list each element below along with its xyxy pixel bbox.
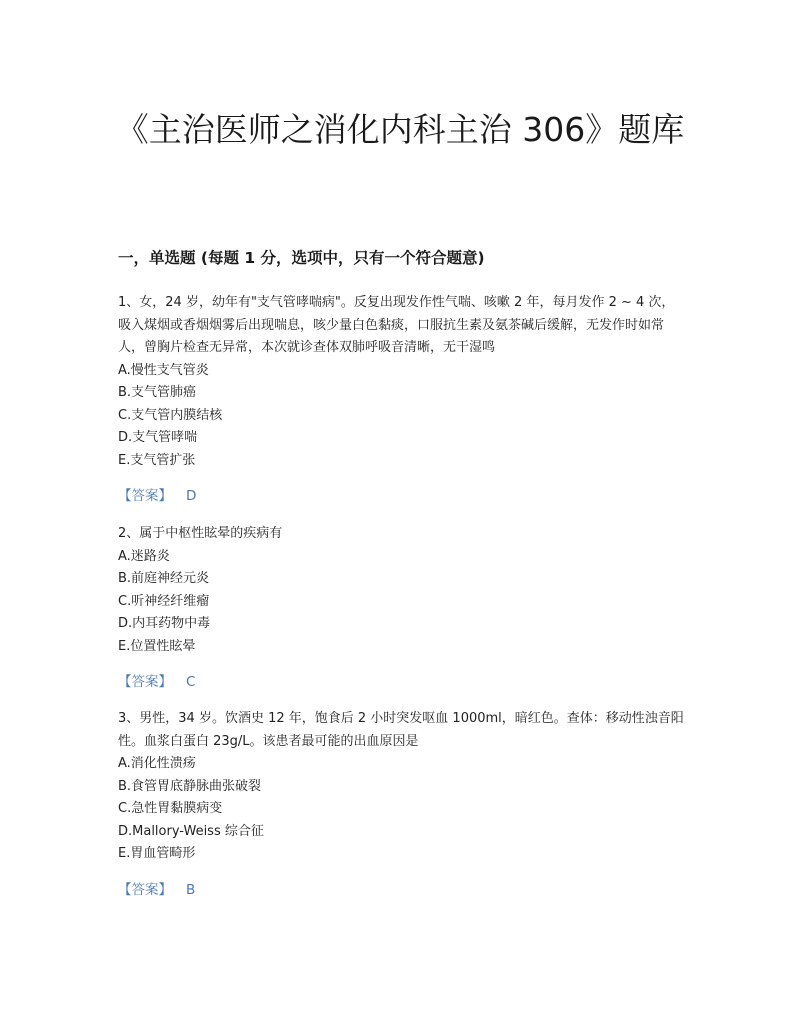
option-e: E.胃血管畸形 (118, 846, 196, 861)
answer-value: D (186, 488, 197, 504)
option-d: D.支气管哮喘 (118, 430, 198, 445)
option-b: B.前庭神经元炎 (118, 571, 210, 586)
answer-label: 【答案】 (118, 881, 172, 898)
section-heading: 一，单选题 (每题 1 分，选项中，只有一个符合题意) (118, 249, 485, 267)
option-e: E.支气管扩张 (118, 452, 196, 468)
question-stem: 1、女，24 岁，幼年有"支气管哮喘病"。反复出现发作性气喘、咳嗽 2 年，每月发作 2 ~ 4 次，吸入煤烟或香烟烟雾后出现喘息，咳少量白色黏痰，口服抗生素及氨茶碱后缓解，无发作时如常人，曾胸片检查无异常，本次就诊查体双肺呼吸音清晰，无干湿鸣 (118, 295, 675, 355)
document-title: 《主治医师之消化内科主治 306》题库 (115, 110, 685, 149)
answer-label: 【答案】 (118, 674, 172, 690)
answer-label: 【答案】 (118, 488, 172, 504)
option-d: D.内耳药物中毒 (118, 616, 211, 631)
option-d: D.Mallory-Weiss 综合征 (118, 823, 264, 839)
option-e: E.位置性眩晕 (118, 638, 196, 654)
option-a: A.慢性支气管炎 (118, 362, 209, 378)
question-3 (118, 708, 684, 901)
option-c: C.急性胃黏膜病变 (118, 801, 223, 816)
question-2 (118, 523, 684, 694)
option-a: A.迷路炎 (118, 548, 170, 564)
option-b: B.支气管肺癌 (118, 385, 197, 400)
question-stem: 2、属于中枢性眩晕的疾病有 (118, 526, 283, 541)
answer-line (118, 485, 684, 508)
answer-value: C (186, 674, 196, 690)
answer-line (118, 879, 684, 902)
question-stem: 3、男性，34 岁。饮酒史 12 年，饱食后 2 小时突发呕血 1000ml，暗红色。查体：移动性浊音阳性。血浆白蛋白 23g/L。该患者最可能的出血原因是 (118, 711, 684, 749)
option-b: B.食管胃底静脉曲张破裂 (118, 778, 262, 794)
option-c: C.听神经纤维瘤 (118, 593, 210, 609)
answer-value: B (186, 881, 196, 898)
question-1 (118, 292, 684, 508)
option-c: C.支气管内膜结核 (118, 407, 223, 423)
option-a: A.消化性溃疡 (118, 756, 196, 771)
answer-line (118, 671, 684, 694)
